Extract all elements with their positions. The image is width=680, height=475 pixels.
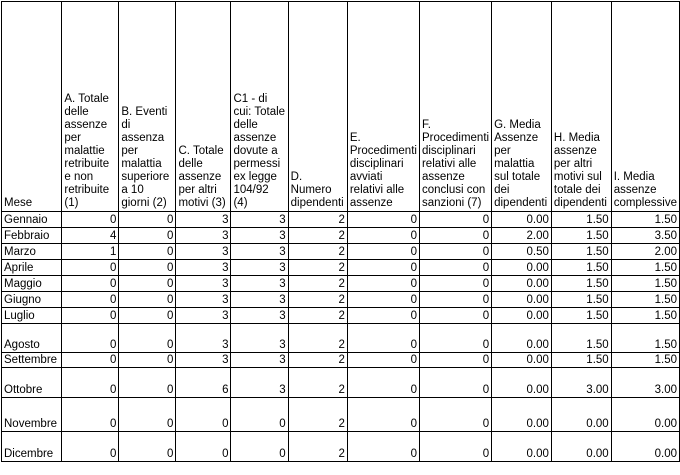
value-cell-g: 0.00 — [492, 292, 552, 308]
header-cell-b: B. Eventi di assenza per malattia superiore a 10 giorni (2) — [119, 2, 176, 212]
value-cell-h: 1.50 — [551, 212, 611, 228]
value-cell-i: 0.00 — [611, 432, 679, 462]
month-cell: Luglio — [2, 308, 62, 324]
value-cell-d: 2 — [288, 212, 347, 228]
month-cell: Gennaio — [2, 212, 62, 228]
value-cell-b: 0 — [119, 212, 176, 228]
value-cell-d: 2 — [288, 260, 347, 276]
header-cell-g: G. Media Assenze per malattia sul totale dei dipendenti — [492, 2, 552, 212]
table-row — [2, 324, 680, 353]
value-cell-i: 1.50 — [611, 308, 679, 324]
value-cell-c1: 3 — [231, 292, 288, 308]
value-cell-b: 0 — [119, 260, 176, 276]
value-cell-e: 0 — [347, 244, 419, 260]
value-cell-e: 0 — [347, 398, 419, 432]
value-cell-f: 0 — [419, 324, 491, 353]
value-cell-i: 0.00 — [611, 398, 679, 432]
value-cell-i: 3.50 — [611, 228, 679, 244]
value-cell-f: 0 — [419, 432, 491, 462]
value-cell-c: 3 — [176, 324, 231, 353]
value-cell-a: 0 — [62, 432, 119, 462]
value-cell-a: 0 — [62, 368, 119, 398]
value-cell-h: 1.50 — [551, 308, 611, 324]
value-cell-h: 1.50 — [551, 353, 611, 368]
value-cell-c: 3 — [176, 228, 231, 244]
value-cell-f: 0 — [419, 308, 491, 324]
value-cell-c: 3 — [176, 276, 231, 292]
table-row — [2, 398, 680, 432]
header-cell-i: I. Media assenze complessive — [611, 2, 679, 212]
value-cell-g: 0.00 — [492, 212, 552, 228]
header-row — [2, 2, 680, 212]
value-cell-e: 0 — [347, 432, 419, 462]
value-cell-g: 0.00 — [492, 308, 552, 324]
value-cell-i: 1.50 — [611, 212, 679, 228]
value-cell-c1: 3 — [231, 324, 288, 353]
value-cell-h: 0.00 — [551, 432, 611, 462]
value-cell-c1: 3 — [231, 368, 288, 398]
value-cell-e: 0 — [347, 212, 419, 228]
month-cell: Aprile — [2, 260, 62, 276]
value-cell-c1: 3 — [231, 212, 288, 228]
table-row — [2, 244, 680, 260]
value-cell-g: 0.00 — [492, 276, 552, 292]
header-cell-f: F. Procedimenti disciplinari relativi alle assenze conclusi con sanzioni (7) — [419, 2, 491, 212]
value-cell-i: 3.00 — [611, 368, 679, 398]
value-cell-g: 0.00 — [492, 353, 552, 368]
value-cell-c: 0 — [176, 398, 231, 432]
value-cell-a: 0 — [62, 276, 119, 292]
value-cell-d: 2 — [288, 244, 347, 260]
value-cell-a: 0 — [62, 353, 119, 368]
header-cell-d: D. Numero dipendenti — [288, 2, 347, 212]
value-cell-g: 0.00 — [492, 368, 552, 398]
value-cell-h: 1.50 — [551, 244, 611, 260]
value-cell-e: 0 — [347, 368, 419, 398]
value-cell-h: 0.00 — [551, 398, 611, 432]
value-cell-h: 1.50 — [551, 324, 611, 353]
value-cell-d: 2 — [288, 368, 347, 398]
month-cell: Novembre — [2, 398, 62, 432]
value-cell-c: 3 — [176, 212, 231, 228]
value-cell-f: 0 — [419, 276, 491, 292]
absence-table — [1, 1, 680, 462]
header-cell-c: C. Totale delle assenze per altri motivi (3) — [176, 2, 231, 212]
value-cell-c1: 3 — [231, 353, 288, 368]
value-cell-f: 0 — [419, 292, 491, 308]
value-cell-f: 0 — [419, 398, 491, 432]
month-cell: Dicembre — [2, 432, 62, 462]
value-cell-b: 0 — [119, 324, 176, 353]
value-cell-a: 1 — [62, 244, 119, 260]
month-cell: Febbraio — [2, 228, 62, 244]
value-cell-e: 0 — [347, 292, 419, 308]
value-cell-i: 1.50 — [611, 353, 679, 368]
value-cell-b: 0 — [119, 244, 176, 260]
header-cell-mese: Mese — [2, 2, 62, 212]
value-cell-b: 0 — [119, 368, 176, 398]
header-cell-c1: C1 - di cui: Totale delle assenze dovute a permessi ex legge 104/92 (4) — [231, 2, 288, 212]
value-cell-a: 0 — [62, 308, 119, 324]
value-cell-a: 0 — [62, 398, 119, 432]
value-cell-c: 3 — [176, 353, 231, 368]
value-cell-a: 4 — [62, 228, 119, 244]
value-cell-c1: 0 — [231, 398, 288, 432]
table-row — [2, 353, 680, 368]
value-cell-c: 3 — [176, 260, 231, 276]
value-cell-d: 2 — [288, 292, 347, 308]
table-row — [2, 292, 680, 308]
value-cell-g: 0.50 — [492, 244, 552, 260]
table-row — [2, 260, 680, 276]
value-cell-a: 0 — [62, 292, 119, 308]
value-cell-d: 2 — [288, 324, 347, 353]
table-row — [2, 276, 680, 292]
value-cell-h: 1.50 — [551, 260, 611, 276]
value-cell-e: 0 — [347, 353, 419, 368]
table-row — [2, 212, 680, 228]
value-cell-h: 1.50 — [551, 292, 611, 308]
header-cell-e: E. Procedimenti disciplinari avviati relativi alle assenze — [347, 2, 419, 212]
value-cell-d: 2 — [288, 432, 347, 462]
value-cell-c: 6 — [176, 368, 231, 398]
value-cell-b: 0 — [119, 432, 176, 462]
value-cell-d: 2 — [288, 398, 347, 432]
value-cell-i: 1.50 — [611, 324, 679, 353]
value-cell-c1: 3 — [231, 260, 288, 276]
value-cell-b: 0 — [119, 398, 176, 432]
month-cell: Ottobre — [2, 368, 62, 398]
value-cell-c: 3 — [176, 308, 231, 324]
table-row — [2, 228, 680, 244]
value-cell-e: 0 — [347, 260, 419, 276]
value-cell-f: 0 — [419, 228, 491, 244]
value-cell-c: 3 — [176, 292, 231, 308]
value-cell-e: 0 — [347, 228, 419, 244]
value-cell-a: 0 — [62, 260, 119, 276]
value-cell-d: 2 — [288, 308, 347, 324]
value-cell-g: 0.00 — [492, 398, 552, 432]
value-cell-h: 3.00 — [551, 368, 611, 398]
value-cell-g: 0.00 — [492, 324, 552, 353]
value-cell-f: 0 — [419, 212, 491, 228]
value-cell-i: 1.50 — [611, 292, 679, 308]
value-cell-i: 1.50 — [611, 260, 679, 276]
value-cell-d: 2 — [288, 276, 347, 292]
value-cell-b: 0 — [119, 292, 176, 308]
value-cell-c1: 3 — [231, 308, 288, 324]
value-cell-c1: 0 — [231, 432, 288, 462]
value-cell-f: 0 — [419, 260, 491, 276]
value-cell-d: 2 — [288, 228, 347, 244]
value-cell-b: 0 — [119, 308, 176, 324]
value-cell-b: 0 — [119, 228, 176, 244]
value-cell-h: 1.50 — [551, 228, 611, 244]
value-cell-f: 0 — [419, 368, 491, 398]
header-cell-a: A. Totale delle assenze per malattie retribuite e non retribuite (1) — [62, 2, 119, 212]
value-cell-g: 0.00 — [492, 432, 552, 462]
month-cell: Settembre — [2, 353, 62, 368]
table-row — [2, 308, 680, 324]
value-cell-d: 2 — [288, 353, 347, 368]
value-cell-c: 0 — [176, 432, 231, 462]
value-cell-i: 1.50 — [611, 276, 679, 292]
header-cell-h: H. Media assenze per altri motivi sul totale dei dipendenti — [551, 2, 611, 212]
value-cell-f: 0 — [419, 244, 491, 260]
table-row — [2, 432, 680, 462]
value-cell-b: 0 — [119, 353, 176, 368]
table-row — [2, 368, 680, 398]
value-cell-e: 0 — [347, 308, 419, 324]
month-cell: Giugno — [2, 292, 62, 308]
value-cell-e: 0 — [347, 324, 419, 353]
value-cell-h: 1.50 — [551, 276, 611, 292]
month-cell: Maggio — [2, 276, 62, 292]
month-cell: Agosto — [2, 324, 62, 353]
value-cell-a: 0 — [62, 324, 119, 353]
value-cell-b: 0 — [119, 276, 176, 292]
value-cell-c1: 3 — [231, 276, 288, 292]
value-cell-i: 2.00 — [611, 244, 679, 260]
value-cell-a: 0 — [62, 212, 119, 228]
value-cell-c: 3 — [176, 244, 231, 260]
value-cell-e: 0 — [347, 276, 419, 292]
value-cell-c1: 3 — [231, 228, 288, 244]
value-cell-g: 0.00 — [492, 260, 552, 276]
value-cell-f: 0 — [419, 353, 491, 368]
month-cell: Marzo — [2, 244, 62, 260]
value-cell-c1: 3 — [231, 244, 288, 260]
value-cell-g: 2.00 — [492, 228, 552, 244]
